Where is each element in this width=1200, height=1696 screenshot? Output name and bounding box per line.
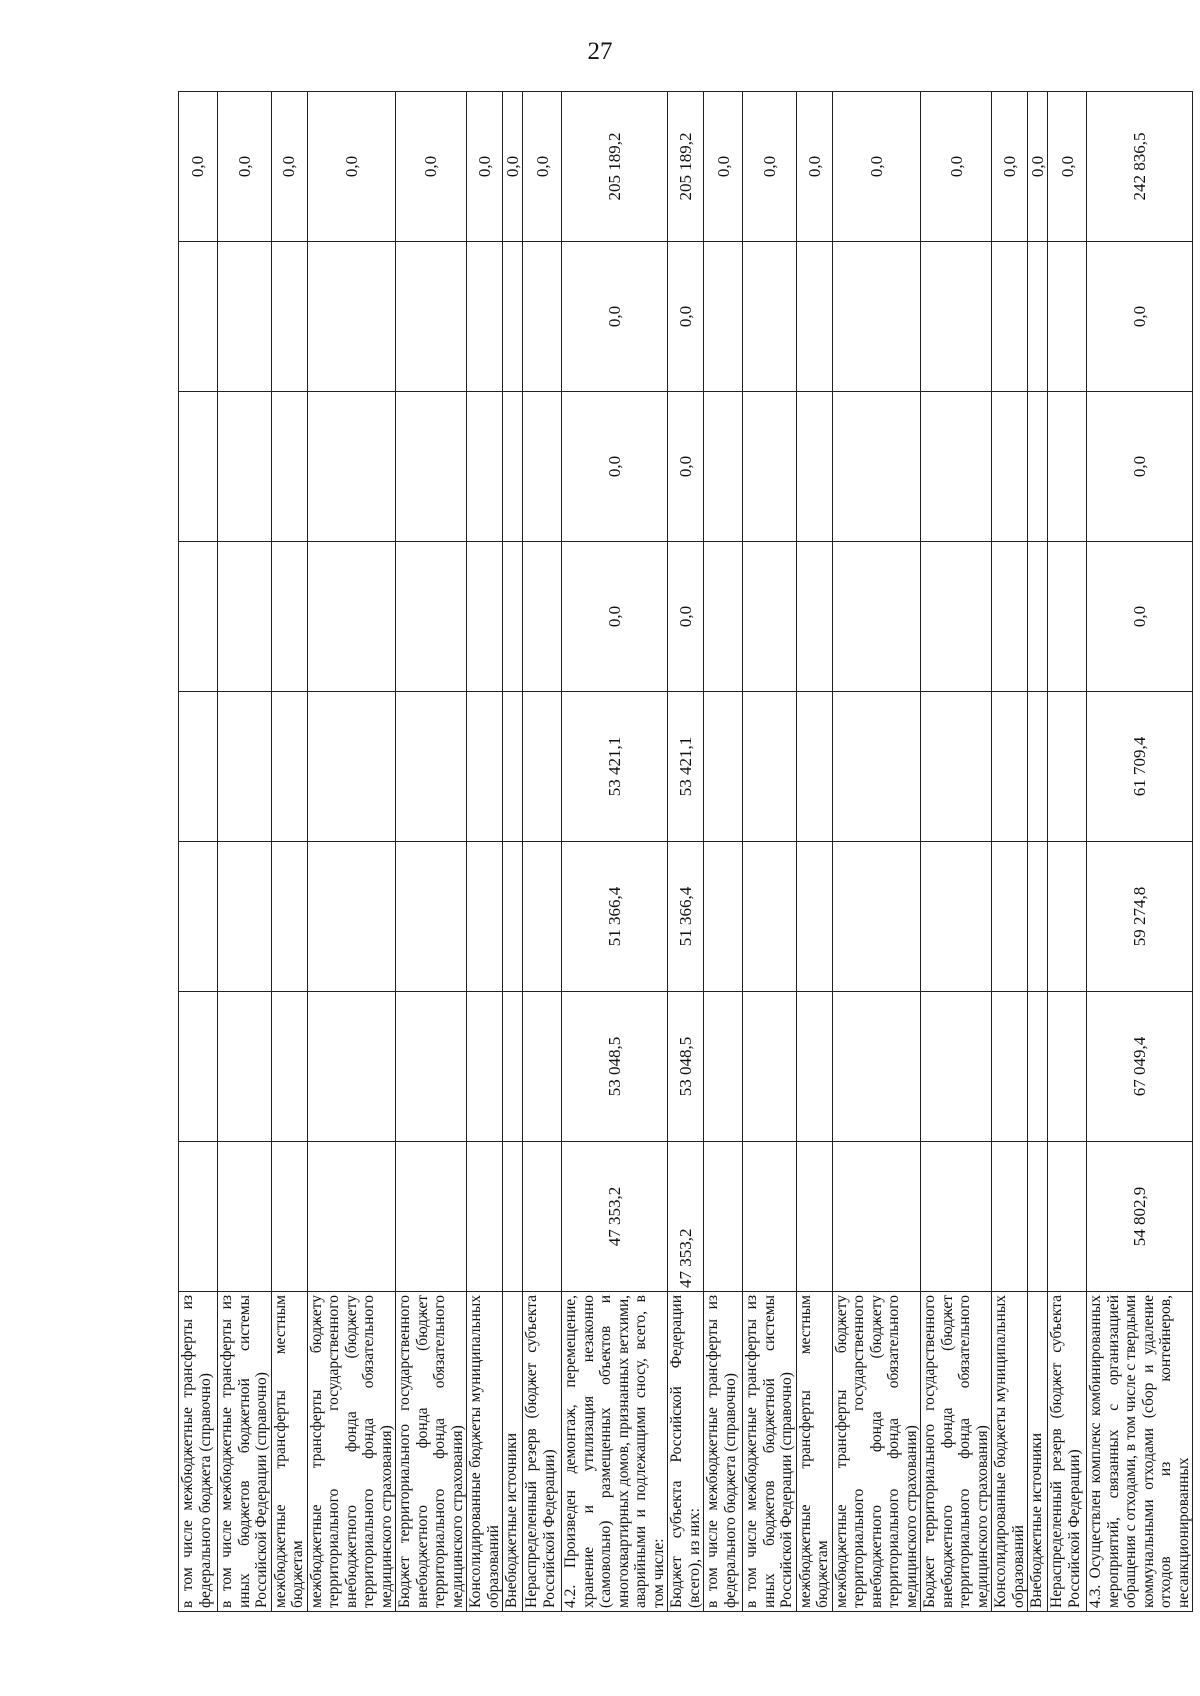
value-cell xyxy=(467,1142,503,1292)
row-label: Внебюджетные источники xyxy=(1028,1292,1048,1612)
value-cell xyxy=(503,242,523,392)
value-cell xyxy=(704,842,743,992)
table-row xyxy=(992,92,1028,1612)
value-cell xyxy=(523,1142,562,1292)
table-row xyxy=(704,92,743,1612)
value-cell: 53 048,5 xyxy=(562,992,668,1142)
row-label: Бюджет территориального государственного внебюджетного фонда (бюджет территориального фонда обязательного медицинского страхования) xyxy=(921,1292,992,1612)
value-cell: 242 836,5 xyxy=(1087,92,1193,242)
value-cell xyxy=(307,392,396,542)
value-cell: 0,0 xyxy=(704,92,743,242)
value-cell: 53 421,1 xyxy=(668,692,704,842)
value-cell xyxy=(467,242,503,392)
value-cell xyxy=(1048,242,1087,392)
value-cell: 61 709,4 xyxy=(1087,692,1193,842)
row-label: Нераспределенный резерв (бюджет субъекта Российской Федерации) xyxy=(523,1292,562,1612)
row-label: межбюджетные трансферты местным бюджетам xyxy=(271,1292,307,1612)
budget-table xyxy=(178,91,1193,1612)
value-cell: 0,0 xyxy=(1048,92,1087,242)
value-cell xyxy=(218,842,272,992)
value-cell xyxy=(1048,542,1087,692)
value-cell: 0,0 xyxy=(503,92,523,242)
value-cell: 0,0 xyxy=(1087,392,1193,542)
value-cell: 205 189,2 xyxy=(668,92,704,242)
value-cell xyxy=(523,542,562,692)
value-cell: 0,0 xyxy=(562,542,668,692)
value-cell xyxy=(743,842,797,992)
value-cell xyxy=(832,992,921,1142)
value-cell xyxy=(1048,992,1087,1142)
table-row xyxy=(179,92,218,1612)
value-cell xyxy=(704,542,743,692)
value-cell xyxy=(179,392,218,542)
table-row xyxy=(467,92,503,1612)
value-cell xyxy=(832,842,921,992)
value-cell xyxy=(921,1142,992,1292)
row-label: в том числе межбюджетные трансферты из федерального бюджета (справочно) xyxy=(179,1292,218,1612)
value-cell xyxy=(921,842,992,992)
value-cell xyxy=(743,692,797,842)
value-cell xyxy=(503,692,523,842)
value-cell xyxy=(1048,692,1087,842)
value-cell xyxy=(523,242,562,392)
value-cell xyxy=(503,842,523,992)
value-cell xyxy=(503,392,523,542)
value-cell xyxy=(307,842,396,992)
value-cell: 0,0 xyxy=(467,92,503,242)
value-cell xyxy=(921,392,992,542)
value-cell xyxy=(1028,692,1048,842)
value-cell xyxy=(271,542,307,692)
row-label: Нераспределенный резерв (бюджет субъекта Российской Федерации) xyxy=(1048,1292,1087,1612)
value-cell xyxy=(523,992,562,1142)
value-cell xyxy=(796,842,832,992)
value-cell xyxy=(523,842,562,992)
value-cell: 0,0 xyxy=(796,92,832,242)
value-cell xyxy=(271,992,307,1142)
value-cell xyxy=(307,692,396,842)
value-cell xyxy=(179,1142,218,1292)
value-cell xyxy=(1048,392,1087,542)
table-row xyxy=(921,92,992,1612)
value-cell xyxy=(396,1142,467,1292)
table-row xyxy=(503,92,523,1612)
value-cell: 0,0 xyxy=(743,92,797,242)
value-cell xyxy=(796,992,832,1142)
value-cell: 0,0 xyxy=(668,542,704,692)
value-cell: 0,0 xyxy=(992,92,1028,242)
value-cell xyxy=(467,542,503,692)
value-cell: 51 366,4 xyxy=(668,842,704,992)
value-cell xyxy=(271,692,307,842)
value-cell: 205 189,2 xyxy=(562,92,668,242)
row-label: Консолидированные бюджеты муниципальных образований xyxy=(992,1292,1028,1612)
value-cell xyxy=(704,242,743,392)
value-cell xyxy=(704,1142,743,1292)
value-cell xyxy=(396,992,467,1142)
value-cell xyxy=(271,1142,307,1292)
table-row xyxy=(307,92,396,1612)
value-cell xyxy=(1028,542,1048,692)
value-cell xyxy=(467,992,503,1142)
value-cell: 0,0 xyxy=(218,92,272,242)
value-cell xyxy=(503,542,523,692)
value-cell: 47 353,2 xyxy=(668,1142,704,1292)
value-cell xyxy=(796,392,832,542)
table-row xyxy=(523,92,562,1612)
value-cell xyxy=(921,992,992,1142)
value-cell: 0,0 xyxy=(832,92,921,242)
table-row xyxy=(796,92,832,1612)
value-cell xyxy=(503,1142,523,1292)
value-cell xyxy=(1028,392,1048,542)
value-cell xyxy=(1028,1142,1048,1292)
table-row xyxy=(1028,92,1048,1612)
value-cell xyxy=(921,692,992,842)
table-row xyxy=(562,92,668,1612)
table-row xyxy=(1048,92,1087,1612)
table-row xyxy=(218,92,272,1612)
table-row xyxy=(396,92,467,1612)
value-cell xyxy=(921,242,992,392)
value-cell: 59 274,8 xyxy=(1087,842,1193,992)
value-cell xyxy=(1048,1142,1087,1292)
value-cell: 0,0 xyxy=(668,392,704,542)
value-cell xyxy=(179,842,218,992)
value-cell xyxy=(396,242,467,392)
value-cell xyxy=(307,542,396,692)
table-row xyxy=(271,92,307,1612)
value-cell xyxy=(307,1142,396,1292)
row-label: в том числе межбюджетные трансферты из иных бюджетов бюджетной системы Российской Федерации (справочно) xyxy=(743,1292,797,1612)
row-label: 4.2. Произведен демонтаж, перемещение, хранение и утилизация незаконно (самовольно) размещенных объектов и многоквартирных домов, признанных ветхими, аварийными и подлежащими сносу, всего, в том числе: xyxy=(562,1292,668,1612)
value-cell xyxy=(396,542,467,692)
value-cell xyxy=(704,992,743,1142)
row-label: межбюджетные трансферты бюджету территориального государственного внебюджетного фонда (бюджету территориального фонда обязательного медицинского страхования) xyxy=(307,1292,396,1612)
table-row xyxy=(668,92,704,1612)
value-cell xyxy=(307,242,396,392)
value-cell xyxy=(467,842,503,992)
value-cell: 0,0 xyxy=(668,242,704,392)
row-label: межбюджетные трансферты местным бюджетам xyxy=(796,1292,832,1612)
row-label: Бюджет субъекта Российской Федерации (всего), из них: xyxy=(668,1292,704,1612)
value-cell xyxy=(1028,992,1048,1142)
value-cell xyxy=(704,392,743,542)
value-cell xyxy=(1028,242,1048,392)
row-label: 4.3. Осуществлен комплекс комбинированных мероприятий, связанных с организацией обращения с отходами, в том числе с твердыми коммунальными отходами (сбор и удаление отходов из контейнеров, несанкционированных xyxy=(1087,1292,1193,1612)
value-cell xyxy=(743,242,797,392)
value-cell xyxy=(179,242,218,392)
value-cell: 51 366,4 xyxy=(562,842,668,992)
row-label: в том числе межбюджетные трансферты из федерального бюджета (справочно) xyxy=(704,1292,743,1612)
value-cell xyxy=(179,992,218,1142)
value-cell xyxy=(396,692,467,842)
value-cell xyxy=(992,842,1028,992)
value-cell xyxy=(307,992,396,1142)
value-cell xyxy=(832,392,921,542)
value-cell: 0,0 xyxy=(562,242,668,392)
value-cell xyxy=(992,692,1028,842)
value-cell xyxy=(796,1142,832,1292)
value-cell xyxy=(218,392,272,542)
row-label: Бюджет территориального государственного внебюджетного фонда (бюджет территориального фонда обязательного медицинского страхования) xyxy=(396,1292,467,1612)
value-cell xyxy=(467,692,503,842)
value-cell xyxy=(467,392,503,542)
value-cell xyxy=(832,692,921,842)
value-cell: 0,0 xyxy=(1087,542,1193,692)
value-cell: 0,0 xyxy=(396,92,467,242)
row-label: в том числе межбюджетные трансферты из иных бюджетов бюджетной системы Российской Федерации (справочно) xyxy=(218,1292,272,1612)
value-cell xyxy=(992,992,1028,1142)
value-cell: 53 048,5 xyxy=(668,992,704,1142)
value-cell xyxy=(992,542,1028,692)
value-cell xyxy=(1048,842,1087,992)
value-cell xyxy=(832,542,921,692)
value-cell xyxy=(218,542,272,692)
table-row xyxy=(832,92,921,1612)
value-cell: 53 421,1 xyxy=(562,692,668,842)
row-label: Внебюджетные источники xyxy=(503,1292,523,1612)
value-cell xyxy=(218,692,272,842)
value-cell xyxy=(743,1142,797,1292)
value-cell: 0,0 xyxy=(307,92,396,242)
value-cell xyxy=(523,392,562,542)
value-cell xyxy=(796,542,832,692)
value-cell xyxy=(218,242,272,392)
value-cell xyxy=(503,992,523,1142)
value-cell xyxy=(992,392,1028,542)
value-cell: 0,0 xyxy=(1028,92,1048,242)
value-cell xyxy=(523,692,562,842)
value-cell xyxy=(992,242,1028,392)
row-label: Консолидированные бюджеты муниципальных образований xyxy=(467,1292,503,1612)
page-number: 27 xyxy=(587,38,613,65)
value-cell xyxy=(396,392,467,542)
row-label: межбюджетные трансферты бюджету территориального государственного внебюджетного фонда (бюджету территориального фонда обязательного медицинского страхования) xyxy=(832,1292,921,1612)
value-cell xyxy=(271,392,307,542)
value-cell xyxy=(179,542,218,692)
value-cell: 0,0 xyxy=(523,92,562,242)
value-cell xyxy=(992,1142,1028,1292)
table-row xyxy=(1087,92,1193,1612)
value-cell: 54 802,9 xyxy=(1087,1142,1193,1292)
value-cell xyxy=(796,242,832,392)
value-cell xyxy=(832,242,921,392)
value-cell xyxy=(179,692,218,842)
value-cell xyxy=(704,692,743,842)
value-cell xyxy=(832,1142,921,1292)
table-row xyxy=(743,92,797,1612)
rotated-table-container xyxy=(178,92,1192,1612)
value-cell xyxy=(743,542,797,692)
value-cell xyxy=(1028,842,1048,992)
value-cell: 0,0 xyxy=(179,92,218,242)
value-cell xyxy=(271,842,307,992)
value-cell xyxy=(218,1142,272,1292)
value-cell xyxy=(396,842,467,992)
table-body xyxy=(179,92,1193,1612)
value-cell xyxy=(743,392,797,542)
value-cell: 0,0 xyxy=(921,92,992,242)
value-cell: 0,0 xyxy=(562,392,668,542)
value-cell: 0,0 xyxy=(271,92,307,242)
value-cell xyxy=(796,692,832,842)
value-cell: 47 353,2 xyxy=(562,1142,668,1292)
value-cell xyxy=(743,992,797,1142)
value-cell: 0,0 xyxy=(1087,242,1193,392)
value-cell: 67 049,4 xyxy=(1087,992,1193,1142)
value-cell xyxy=(218,992,272,1142)
value-cell xyxy=(921,542,992,692)
value-cell xyxy=(271,242,307,392)
